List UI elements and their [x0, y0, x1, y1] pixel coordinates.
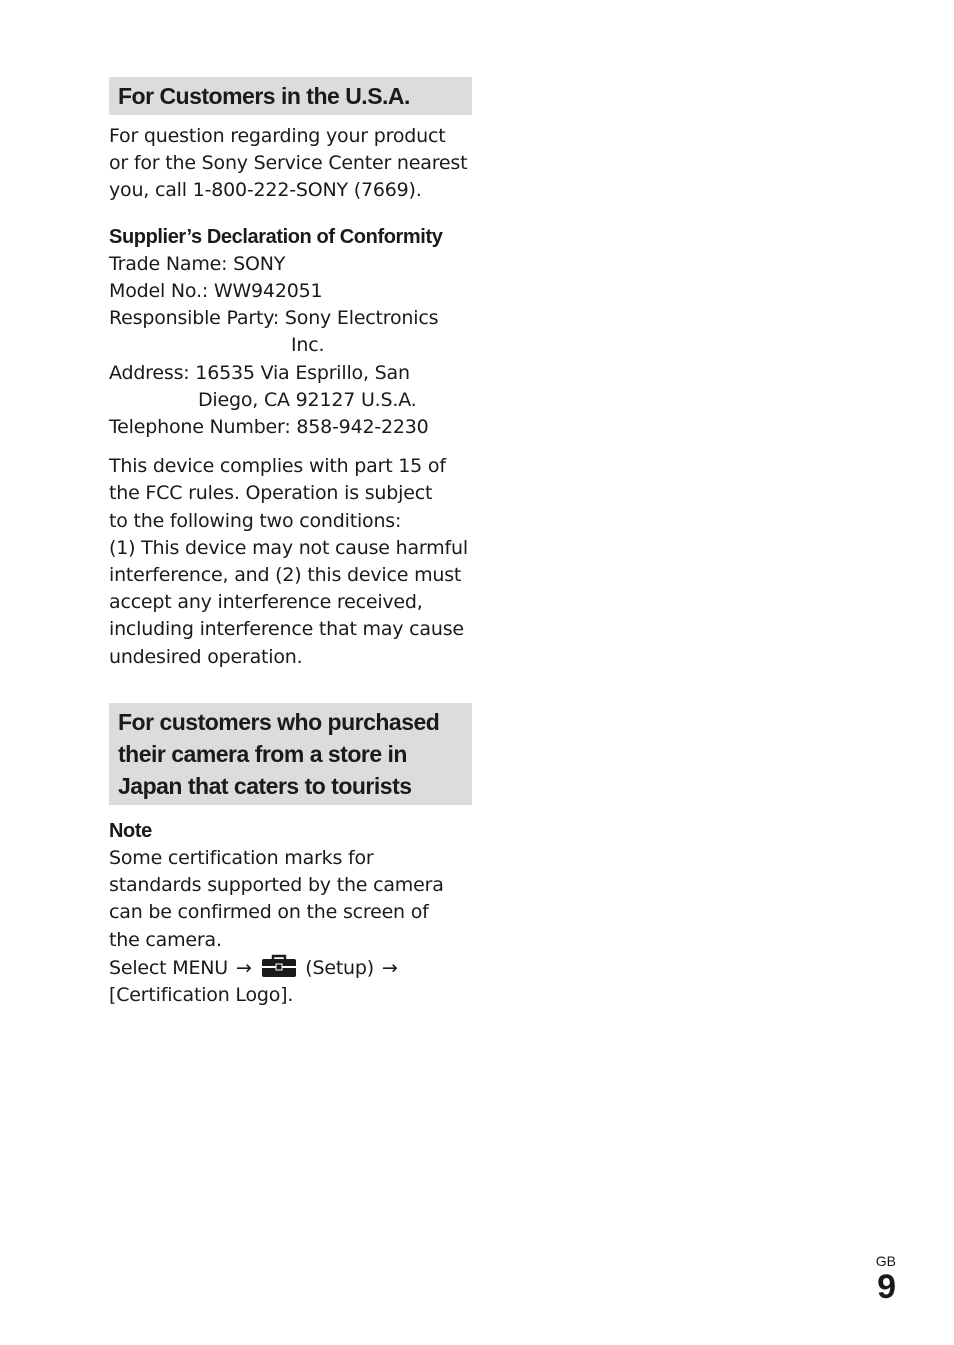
fcc-line: the FCC rules. Operation is subject [109, 482, 433, 505]
note-line: the camera. [109, 928, 222, 951]
arrow-right-icon: → [381, 956, 398, 979]
responsible-party-cont: Inc. [291, 334, 325, 357]
fcc-line: (1) This device may not cause harmful [109, 536, 468, 559]
fcc-line: to the following two conditions: [109, 509, 402, 532]
usa-contact-line: For question regarding your product [109, 125, 446, 147]
menu-setup-text: (Setup) [305, 956, 374, 979]
section-heading-line: For customers who purchased [118, 708, 440, 735]
trade-name: Trade Name: SONY [109, 252, 286, 275]
menu-certification-logo: [Certification Logo]. [109, 984, 294, 1007]
page-number: 9 [877, 1268, 896, 1306]
fcc-line: interference, and (2) this device must [109, 564, 462, 587]
fcc-line: accept any interference received, [109, 591, 423, 614]
telephone-number: Telephone Number: 858-942-2230 [109, 416, 429, 439]
note-paragraph [109, 845, 472, 1009]
section-heading-usa [109, 77, 472, 115]
menu-path [109, 954, 472, 982]
page-marker [876, 1252, 896, 1304]
fcc-line: This device complies with part 15 of [109, 455, 446, 478]
content-column [109, 77, 472, 1009]
usa-contact-paragraph [109, 123, 472, 205]
usa-contact-line: or for the Sony Service Center nearest [109, 152, 468, 175]
region-label: GB [875, 1253, 896, 1269]
address: Address: 16535 Via Esprillo, San [109, 361, 410, 384]
responsible-party: Responsible Party: Sony Electronics [109, 307, 439, 330]
model-number: Model No.: WW942051 [109, 280, 323, 303]
address-cont: Diego, CA 92127 U.S.A. [198, 388, 417, 411]
fcc-line: including interference that may cause [109, 618, 464, 641]
conformity-details [109, 251, 472, 441]
fcc-compliance-paragraph [109, 453, 472, 671]
arrow-right-icon: → [235, 956, 252, 979]
fcc-line: undesired operation. [109, 645, 303, 668]
section-heading-line: Japan that caters to tourists [118, 772, 412, 799]
note-line: can be confirmed on the screen of [109, 901, 429, 924]
section-heading-japan-tourists [109, 703, 472, 805]
section-heading-usa-text: For Customers in the U.S.A. [118, 83, 410, 109]
note-line: standards supported by the camera [109, 874, 444, 897]
section-heading-line: their camera from a store in [118, 740, 407, 767]
menu-select-text: Select MENU [109, 956, 228, 979]
toolbox-icon [261, 954, 297, 978]
note-heading: Note [109, 819, 152, 842]
note-line: Some certification marks for [109, 847, 374, 870]
conformity-heading: Supplier’s Declaration of Conformity [109, 225, 443, 248]
usa-contact-line: you, call 1-800-222-SONY (7669). [109, 179, 422, 202]
